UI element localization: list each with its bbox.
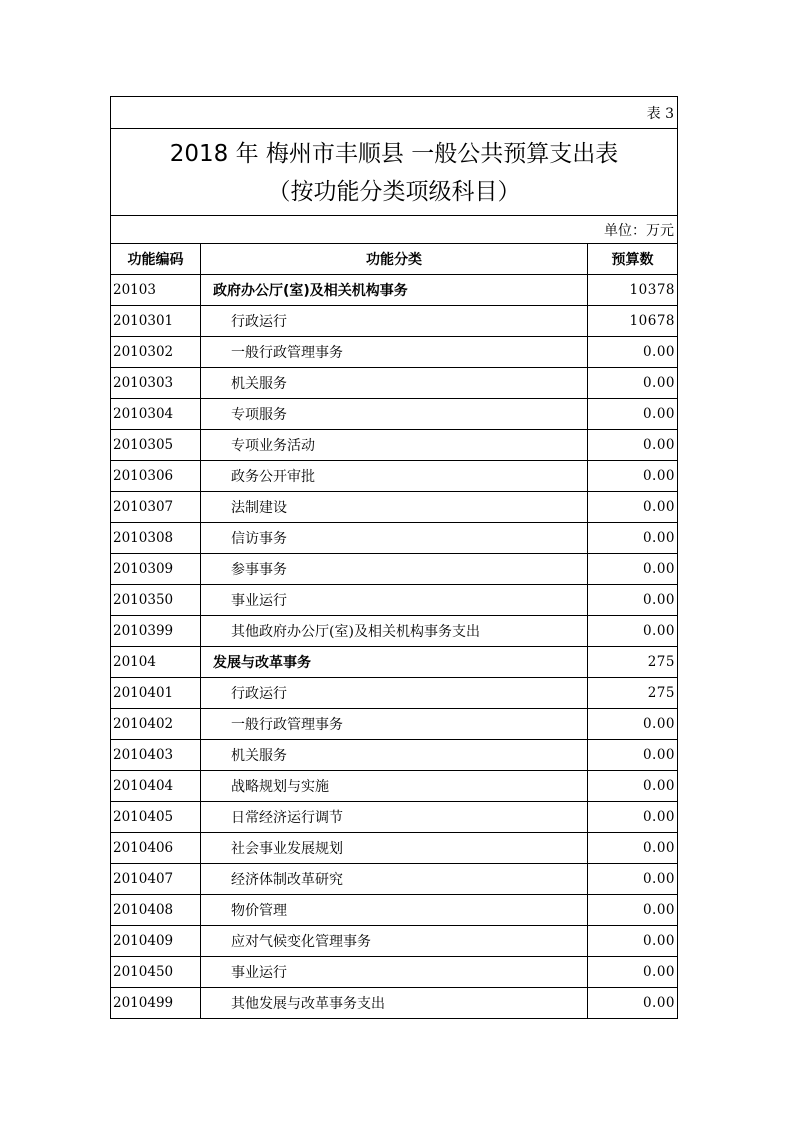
row-code: 2010404 <box>111 771 201 802</box>
row-amount: 0.00 <box>587 616 677 647</box>
row-name: 法制建设 <box>201 492 588 523</box>
budget-table <box>110 96 678 1019</box>
row-code: 2010306 <box>111 461 201 492</box>
row-code: 20104 <box>111 647 201 678</box>
table-row <box>111 740 678 771</box>
title-line-1: 2018 年 梅州市丰顺县 一般公共预算支出表 <box>169 141 619 167</box>
table-row <box>111 926 678 957</box>
row-name: 专项服务 <box>201 399 588 430</box>
row-name: 其他发展与改革事务支出 <box>201 988 588 1019</box>
table-row <box>111 833 678 864</box>
table-number-row <box>111 97 678 129</box>
row-name: 参事事务 <box>201 554 588 585</box>
page-title <box>111 129 678 216</box>
row-amount: 0.00 <box>587 833 677 864</box>
unit-label: 单位：万元 <box>111 216 678 244</box>
table-row <box>111 709 678 740</box>
table-row <box>111 771 678 802</box>
header-amount: 预算数 <box>587 244 677 275</box>
table-row <box>111 864 678 895</box>
row-amount: 10678 <box>587 306 677 337</box>
row-code: 2010304 <box>111 399 201 430</box>
row-amount: 0.00 <box>587 461 677 492</box>
row-code: 2010409 <box>111 926 201 957</box>
header-name: 功能分类 <box>201 244 588 275</box>
row-code: 2010407 <box>111 864 201 895</box>
row-name: 发展与改革事务 <box>201 647 588 678</box>
row-amount: 0.00 <box>587 895 677 926</box>
row-amount: 0.00 <box>587 523 677 554</box>
row-amount: 0.00 <box>587 771 677 802</box>
row-code: 2010499 <box>111 988 201 1019</box>
table-row <box>111 461 678 492</box>
row-amount: 275 <box>587 647 677 678</box>
row-code: 2010307 <box>111 492 201 523</box>
table-row <box>111 492 678 523</box>
row-amount: 0.00 <box>587 988 677 1019</box>
row-amount: 0.00 <box>587 585 677 616</box>
row-amount: 275 <box>587 678 677 709</box>
table-row <box>111 523 678 554</box>
table-row <box>111 647 678 678</box>
row-code: 2010303 <box>111 368 201 399</box>
row-amount: 0.00 <box>587 554 677 585</box>
row-name: 社会事业发展规划 <box>201 833 588 864</box>
title-line-2: （按功能分类项级科目） <box>267 179 521 205</box>
row-name: 事业运行 <box>201 585 588 616</box>
row-code: 2010308 <box>111 523 201 554</box>
table-number: 表 3 <box>111 97 678 129</box>
table-row <box>111 802 678 833</box>
row-name: 日常经济运行调节 <box>201 802 588 833</box>
row-name: 应对气候变化管理事务 <box>201 926 588 957</box>
row-name: 一般行政管理事务 <box>201 337 588 368</box>
row-amount: 0.00 <box>587 430 677 461</box>
row-code: 2010301 <box>111 306 201 337</box>
row-code: 2010401 <box>111 678 201 709</box>
row-name: 机关服务 <box>201 740 588 771</box>
row-name: 其他政府办公厅(室)及相关机构事务支出 <box>201 616 588 647</box>
table-row <box>111 554 678 585</box>
row-amount: 0.00 <box>587 740 677 771</box>
row-name: 行政运行 <box>201 678 588 709</box>
row-name: 战略规划与实施 <box>201 771 588 802</box>
row-name: 政务公开审批 <box>201 461 588 492</box>
row-name: 经济体制改革研究 <box>201 864 588 895</box>
table-row <box>111 616 678 647</box>
row-name: 行政运行 <box>201 306 588 337</box>
row-code: 2010408 <box>111 895 201 926</box>
table-row <box>111 399 678 430</box>
row-amount: 0.00 <box>587 337 677 368</box>
table-row <box>111 988 678 1019</box>
row-name: 政府办公厅(室)及相关机构事务 <box>201 275 588 306</box>
row-code: 2010403 <box>111 740 201 771</box>
table-row <box>111 585 678 616</box>
row-name: 物价管理 <box>201 895 588 926</box>
row-name: 专项业务活动 <box>201 430 588 461</box>
row-amount: 10378 <box>587 275 677 306</box>
table-row <box>111 337 678 368</box>
table-row <box>111 957 678 988</box>
row-code: 20103 <box>111 275 201 306</box>
row-name: 机关服务 <box>201 368 588 399</box>
row-amount: 0.00 <box>587 864 677 895</box>
row-name: 信访事务 <box>201 523 588 554</box>
budget-sheet <box>110 96 678 1019</box>
unit-row <box>111 216 678 244</box>
header-code: 功能编码 <box>111 244 201 275</box>
row-amount: 0.00 <box>587 926 677 957</box>
row-amount: 0.00 <box>587 368 677 399</box>
row-amount: 0.00 <box>587 957 677 988</box>
table-row <box>111 368 678 399</box>
row-code: 2010399 <box>111 616 201 647</box>
row-code: 2010309 <box>111 554 201 585</box>
row-amount: 0.00 <box>587 399 677 430</box>
table-row <box>111 430 678 461</box>
table-row <box>111 895 678 926</box>
row-code: 2010406 <box>111 833 201 864</box>
row-name: 事业运行 <box>201 957 588 988</box>
table-row <box>111 275 678 306</box>
row-amount: 0.00 <box>587 492 677 523</box>
header-row <box>111 244 678 275</box>
row-code: 2010302 <box>111 337 201 368</box>
row-amount: 0.00 <box>587 802 677 833</box>
table-row <box>111 678 678 709</box>
row-amount: 0.00 <box>587 709 677 740</box>
row-code: 2010350 <box>111 585 201 616</box>
row-name: 一般行政管理事务 <box>201 709 588 740</box>
title-row <box>111 129 678 216</box>
row-code: 2010402 <box>111 709 201 740</box>
row-code: 2010405 <box>111 802 201 833</box>
row-code: 2010450 <box>111 957 201 988</box>
row-code: 2010305 <box>111 430 201 461</box>
table-row <box>111 306 678 337</box>
